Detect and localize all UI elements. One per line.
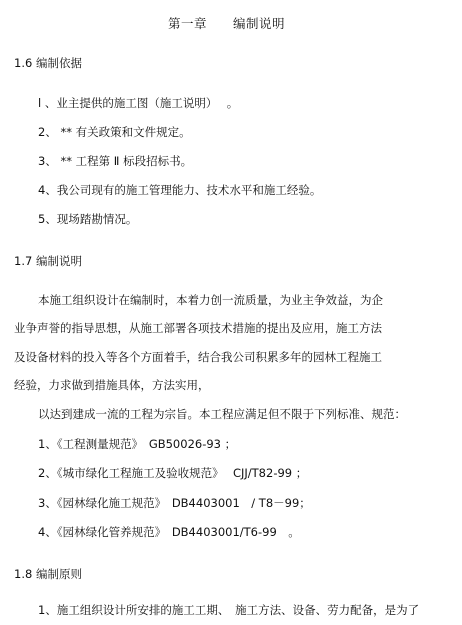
paragraph-line-2: 业争声誉的指导思想，从施工部署各项技术措施的提出及应用，施工方法 [14,321,382,335]
standard-item-2: 2、《城市绿化工程施工及验收规范》 CJJ/T82-99 ； [38,466,308,480]
section-1-7-heading: 1.7 编制说明 [14,254,82,268]
section-1-6-heading: 1.6 编制依据 [14,56,82,70]
standard-item-4: 4、《园林绿化管养规范》 DB4403001/T6-99 。 [38,525,300,539]
basis-item-3: 3、 ** 工程第 Ⅱ 标段招标书。 [38,154,193,168]
chapter-title: 第一章 编制说明 [168,16,286,31]
section-1-8-heading: 1.8 编制原则 [14,567,82,581]
principle-item-1: 1、施工组织设计所安排的施工工期、 施工方法、设备、劳力配备，是为了 [38,603,420,617]
basis-item-4: 4、我公司现有的施工管理能力、技术水平和施工经验。 [38,183,322,197]
basis-item-1: l 、业主提供的施工图（施工说明） 。 [38,96,239,110]
basis-item-5: 5、现场踏勘情况。 [38,212,138,226]
paragraph-line-3: 及设备材料的投入等各个方面着手，结合我公司积累多年的园林工程施工 [14,350,382,364]
standard-item-3: 3、《园林绿化施工规范》 DB4403001 / T8－99； [38,496,311,510]
standard-item-1: 1、《工程测量规范》 GB50026-93 ； [38,437,237,451]
basis-item-2: 2、 ** 有关政策和文件规定。 [38,125,191,139]
paragraph-line-4: 经验，力求做到措施具体，方法实用， [14,378,210,392]
paragraph-line-5: 以达到建成一流的工程为宗旨。本工程应满足但不限于下列标准、规范： [38,407,406,421]
paragraph-line-1: 本施工组织设计在编制时，本着力创一流质量，为业主争效益，为企 [38,293,383,307]
